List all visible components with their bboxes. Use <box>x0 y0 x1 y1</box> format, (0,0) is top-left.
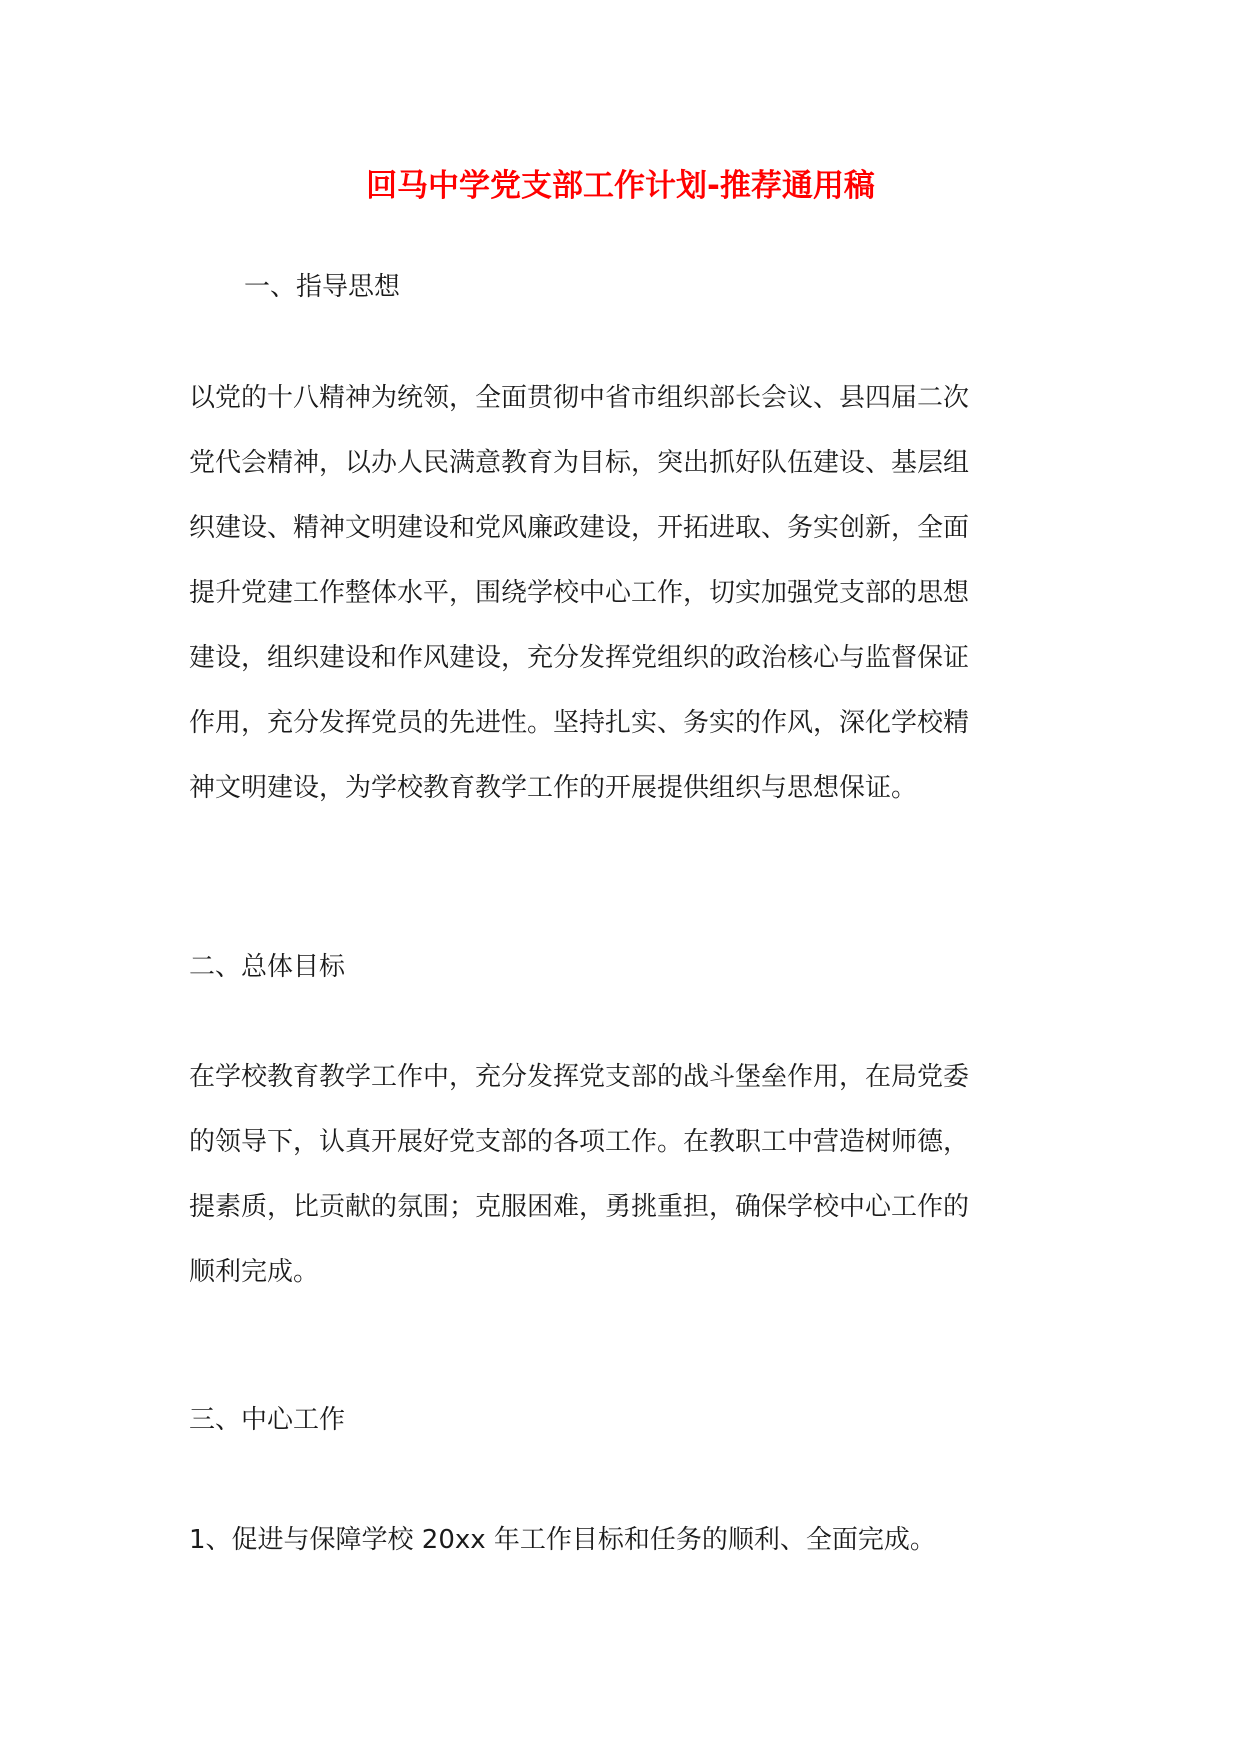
paragraph-line: 作用，充分发挥党员的先进性。坚持扎实、务实的作风，深化学校精 <box>189 708 970 738</box>
paragraph-line: 织建设、精神文明建设和党风廉政建设，开拓进取、务实创新，全面 <box>189 513 970 543</box>
paragraph-line: 顺利完成。 <box>189 1257 320 1287</box>
section-heading-guiding-ideology: 一、指导思想 <box>244 272 401 302</box>
paragraph-line: 党代会精神，以办人民满意教育为目标，突出抓好队伍建设、基层组 <box>189 448 970 478</box>
paragraph-line: 在学校教育教学工作中，充分发挥党支部的战斗堡垒作用，在局党委 <box>189 1062 970 1092</box>
section-paragraph-core-work <box>189 1508 1069 1573</box>
paragraph-line: 的领导下，认真开展好党支部的各项工作。在教职工中营造树师德， <box>189 1127 970 1157</box>
paragraph-line: 提升党建工作整体水平，围绕学校中心工作，切实加强党支部的思想 <box>189 578 970 608</box>
paragraph-line: 神文明建设，为学校教育教学工作的开展提供组织与思想保证。 <box>189 773 918 803</box>
section-heading-core-work: 三、中心工作 <box>189 1405 346 1435</box>
section-paragraph-guiding-ideology <box>189 366 1069 821</box>
section-paragraph-overall-goal <box>189 1045 1069 1305</box>
paragraph-line: 建设，组织建设和作风建设，充分发挥党组织的政治核心与监督保证 <box>189 643 970 673</box>
section-heading-overall-goal: 二、总体目标 <box>189 952 346 982</box>
paragraph-line: 1、促进与保障学校 20xx 年工作目标和任务的顺利、全面完成。 <box>189 1525 936 1555</box>
document-title: 回马中学党支部工作计划-推荐通用稿 <box>366 168 875 204</box>
paragraph-line: 以党的十八精神为统领，全面贯彻中省市组织部长会议、县四届二次 <box>189 383 970 413</box>
paragraph-line: 提素质，比贡献的氛围；克服困难，勇挑重担，确保学校中心工作的 <box>189 1192 970 1222</box>
